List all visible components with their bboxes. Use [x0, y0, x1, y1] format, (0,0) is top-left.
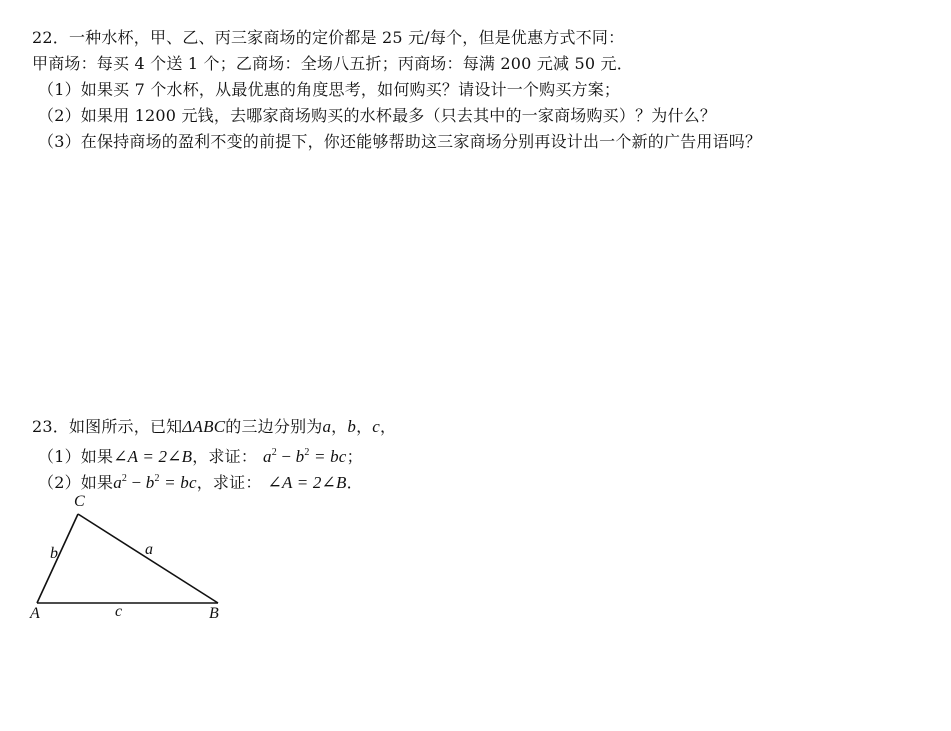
- exp-2: 2: [121, 473, 128, 484]
- q23-part1-end: ；: [346, 447, 363, 466]
- triangle-figure: [26, 490, 236, 625]
- q23-part1-goal: [263, 447, 347, 466]
- q22-offers: 甲商场：每买 4 个送 1 个；乙商场：全场八五折；丙商场：每满 200 元减 50 元．: [32, 54, 633, 73]
- side-c-label: c: [115, 603, 123, 620]
- q23-part1-mid: ，求证：: [192, 447, 258, 466]
- exp-2: 2: [304, 447, 310, 458]
- minus-sign: −: [276, 447, 296, 466]
- q23-part2-prefix: （2）如果: [38, 473, 114, 492]
- goal-rest: = bc: [309, 447, 347, 466]
- q23-part2-goal: ∠A = 2∠B: [267, 473, 347, 492]
- q23-side-a: a: [322, 417, 332, 436]
- q23-triangle: ΔABC: [182, 417, 226, 436]
- goal-b: b: [295, 447, 305, 466]
- q23-part1-prefix: （1）如果: [38, 447, 114, 466]
- exp-2: 2: [154, 473, 160, 484]
- q23-comma-2: ，: [356, 417, 373, 436]
- minus-sign: −: [127, 473, 146, 492]
- goal-a: a: [263, 447, 272, 466]
- vertex-c-label: C: [74, 493, 85, 510]
- q23-part1-condition: ∠A = 2∠B: [113, 447, 193, 466]
- side-a-label: a: [145, 541, 153, 558]
- cond-rest: = bc: [159, 473, 197, 492]
- q23-title: [32, 416, 396, 438]
- q22-part2: （2）如果用 1200 元钱，去哪家商场购买的水杯最多（只去其中的一家商场购买）？为什么？: [38, 106, 717, 125]
- q22-title: 22．一种水杯，甲、乙、丙三家商场的定价都是 25 元/每个，但是优惠方式不同：: [32, 28, 625, 47]
- side-b-label: b: [50, 545, 58, 562]
- q23-comma-3: ，: [380, 417, 397, 436]
- exp-2: 2: [271, 447, 277, 458]
- cond-a: a: [113, 473, 122, 492]
- q23-part2-mid: ，求证：: [196, 473, 262, 492]
- q23-side-b: b: [347, 417, 357, 436]
- q23-side-c: c: [372, 417, 381, 436]
- vertex-a-label: A: [30, 605, 40, 622]
- cond-b: b: [145, 473, 155, 492]
- q23-part1: [38, 442, 363, 468]
- q23-title-prefix: 23．如图所示，已知: [32, 417, 183, 436]
- q22-part1: （1）如果买 7 个水杯，从最优惠的角度思考，如何购买？请设计一个购买方案；: [38, 80, 621, 99]
- side-a-line: [78, 514, 218, 603]
- vertex-b-label: B: [209, 605, 219, 622]
- q23-comma-1: ，: [331, 417, 348, 436]
- q23-title-mid: 的三边分别为: [225, 417, 323, 436]
- q22-part3: （3）在保持商场的盈利不变的前提下，你还能够帮助这三家商场分别再设计出一个新的广告用语吗？: [38, 132, 762, 151]
- q23-part2-end: ．: [346, 473, 363, 492]
